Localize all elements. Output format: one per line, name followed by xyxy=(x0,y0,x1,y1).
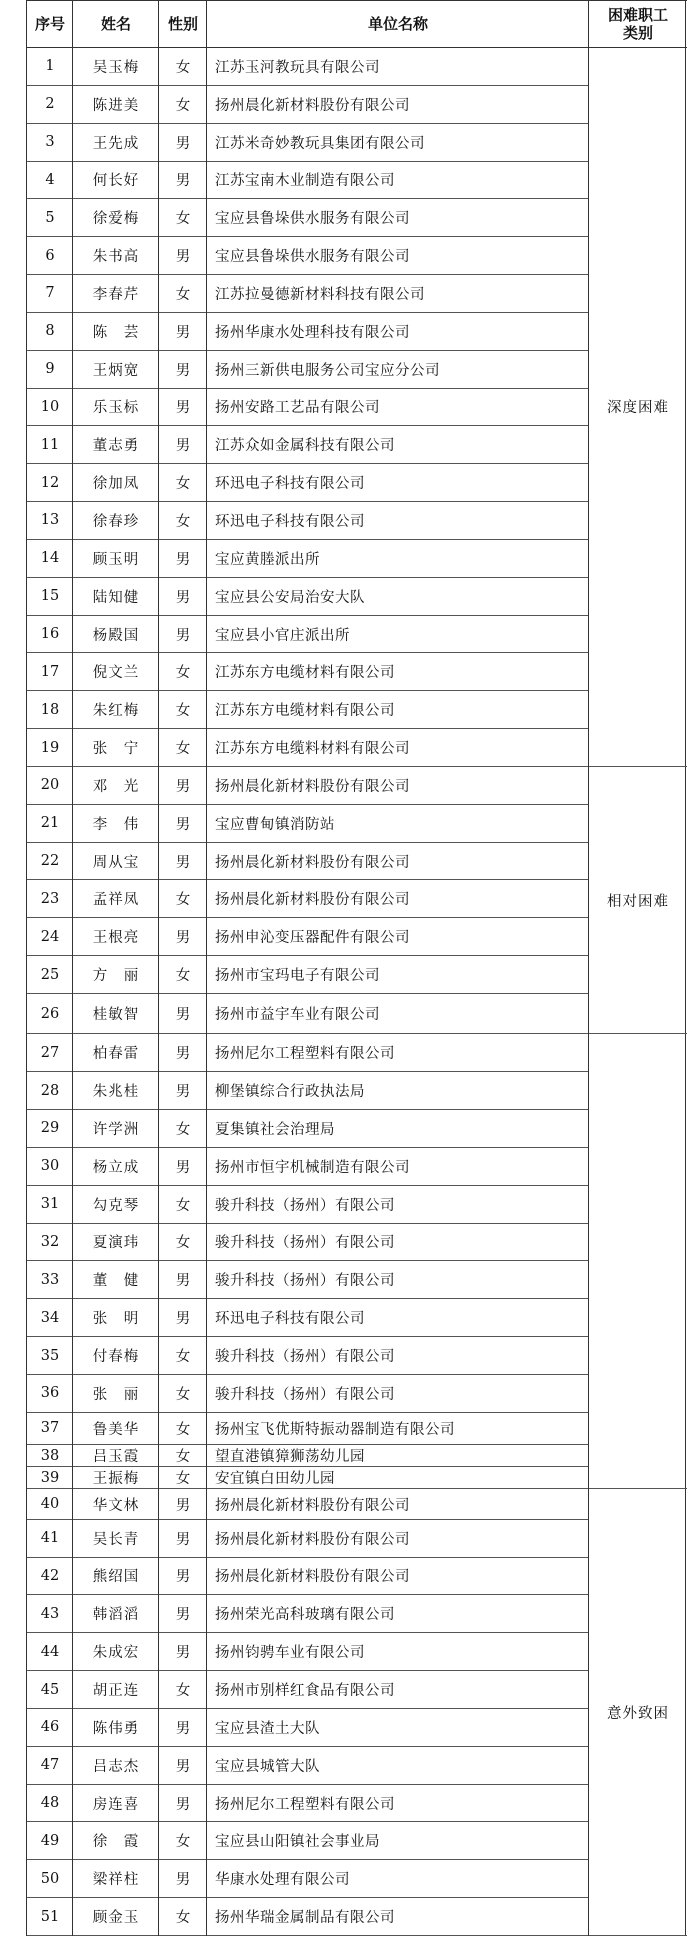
table-row xyxy=(27,1489,589,1519)
header-category xyxy=(589,0,687,48)
staff-name: 王先成 xyxy=(92,135,140,152)
staff-gender: 女 xyxy=(175,741,191,758)
staff-gender: 女 xyxy=(175,513,191,530)
staff-gender: 男 xyxy=(175,627,191,644)
unit-name: 宝应黄塍派出所 xyxy=(215,551,320,568)
row-number: 20 xyxy=(40,777,60,794)
staff-name: 陈伟勇 xyxy=(92,1720,140,1737)
row-number: 45 xyxy=(40,1681,60,1698)
unit-name: 柳堡镇综合行政执法局 xyxy=(215,1084,365,1101)
table-row xyxy=(27,1034,589,1072)
staff-name: 顾金玉 xyxy=(92,1910,140,1927)
staff-gender: 女 xyxy=(175,1471,191,1488)
staff-gender: 男 xyxy=(175,816,191,833)
unit-name: 宝应曹甸镇消防站 xyxy=(215,816,335,833)
category-cell: 相对困难 xyxy=(589,767,687,1034)
staff-gender: 男 xyxy=(175,778,191,795)
unit-name: 宝应县城管大队 xyxy=(215,1758,320,1775)
unit-name: 江苏米奇妙教玩具集团有限公司 xyxy=(215,135,425,152)
row-number: 12 xyxy=(40,474,60,491)
row-number: 39 xyxy=(40,1469,60,1486)
staff-name: 陈进美 xyxy=(92,97,140,114)
row-number: 4 xyxy=(45,171,55,188)
header-no-label: 序号 xyxy=(35,15,66,33)
row-number: 22 xyxy=(40,853,60,870)
staff-gender: 女 xyxy=(175,1683,191,1700)
staff-name: 陆知健 xyxy=(92,589,140,606)
staff-gender: 男 xyxy=(175,1159,191,1176)
row-number: 35 xyxy=(40,1347,60,1364)
unit-name: 江苏东方电缆材料有限公司 xyxy=(215,665,395,682)
table-row xyxy=(27,389,589,427)
unit-name: 江苏东方电缆材料有限公司 xyxy=(215,703,395,720)
row-number: 24 xyxy=(40,928,60,945)
staff-name: 张 丽 xyxy=(92,1386,140,1403)
row-number: 26 xyxy=(40,1005,60,1022)
staff-gender: 男 xyxy=(175,324,191,341)
row-number: 43 xyxy=(40,1605,60,1622)
staff-name: 梁祥柱 xyxy=(92,1872,140,1889)
table-row xyxy=(27,1110,589,1148)
unit-name: 江苏众如金属科技有限公司 xyxy=(215,438,395,455)
staff-gender: 女 xyxy=(175,97,191,114)
row-number: 25 xyxy=(40,966,60,983)
staff-gender: 女 xyxy=(175,892,191,909)
staff-name: 朱兆桂 xyxy=(92,1084,140,1101)
table-row xyxy=(27,237,589,275)
staff-gender: 男 xyxy=(175,854,191,871)
staff-gender: 女 xyxy=(175,1386,191,1403)
staff-name: 董志勇 xyxy=(92,438,140,455)
table-row xyxy=(27,578,589,616)
unit-name: 环迅电子科技有限公司 xyxy=(215,513,365,530)
row-number: 42 xyxy=(40,1567,60,1584)
staff-name: 房连喜 xyxy=(92,1796,140,1813)
table-row xyxy=(27,351,589,389)
unit-name: 宝应县公安局治安大队 xyxy=(215,589,365,606)
staff-gender: 女 xyxy=(175,1449,191,1466)
row-number: 16 xyxy=(40,626,60,643)
unit-name: 江苏东方电缆料材料有限公司 xyxy=(215,741,410,758)
staff-name: 朱成宏 xyxy=(92,1645,140,1662)
header-no xyxy=(27,0,73,48)
staff-name: 张 宁 xyxy=(92,741,140,758)
staff-gender: 男 xyxy=(175,1046,191,1063)
table-row xyxy=(27,1375,589,1413)
unit-name: 宝应县山阳镇社会事业局 xyxy=(215,1834,380,1851)
staff-name: 华文林 xyxy=(92,1497,140,1514)
staff-gender: 男 xyxy=(175,1497,191,1514)
table-row xyxy=(27,48,589,86)
row-number: 28 xyxy=(40,1082,60,1099)
staff-gender: 女 xyxy=(175,703,191,720)
unit-name: 骏升科技（扬州）有限公司 xyxy=(215,1386,395,1403)
staff-name: 吕志杰 xyxy=(92,1758,140,1775)
row-number: 5 xyxy=(45,209,55,226)
staff-gender: 女 xyxy=(175,211,191,228)
table-row xyxy=(27,1299,589,1337)
staff-name: 付春梅 xyxy=(92,1349,140,1365)
row-number: 14 xyxy=(40,550,60,567)
table-row xyxy=(27,1467,589,1489)
unit-name: 扬州三新供电服务公司宝应分公司 xyxy=(215,362,440,379)
table-row xyxy=(27,540,589,578)
staff-gender: 女 xyxy=(175,665,191,682)
row-number: 9 xyxy=(45,361,55,378)
unit-name: 扬州市恒宇机械制造有限公司 xyxy=(215,1159,410,1176)
staff-name: 吴长青 xyxy=(92,1531,140,1548)
staff-gender: 男 xyxy=(175,1084,191,1101)
unit-name: 江苏拉曼德新材料科技有限公司 xyxy=(215,286,425,303)
table-row xyxy=(27,691,589,729)
unit-name: 宝应县小官庄派出所 xyxy=(215,627,350,644)
row-number: 2 xyxy=(45,96,55,113)
staff-name: 孟祥凤 xyxy=(92,892,140,909)
staff-name: 陈 芸 xyxy=(92,324,140,341)
unit-name: 环迅电子科技有限公司 xyxy=(215,1311,365,1328)
header-unit: 单位名称 xyxy=(207,0,589,48)
table-row xyxy=(27,86,589,124)
row-number: 19 xyxy=(40,739,60,756)
staff-gender: 男 xyxy=(175,1645,191,1662)
staff-name: 倪文兰 xyxy=(92,665,140,682)
category-cell: 深度困难 xyxy=(589,48,687,767)
unit-name: 扬州华康水处理科技有限公司 xyxy=(215,324,410,341)
staff-name: 张 明 xyxy=(92,1311,140,1328)
table-row xyxy=(27,464,589,502)
unit-name: 安宜镇白田幼儿园 xyxy=(215,1471,335,1488)
category-cell xyxy=(589,1034,687,1489)
staff-name: 王振梅 xyxy=(92,1471,140,1488)
row-number: 29 xyxy=(40,1120,60,1137)
row-number: 23 xyxy=(40,890,60,907)
table-row xyxy=(27,502,589,540)
table-row xyxy=(27,1337,589,1375)
row-number: 1 xyxy=(45,58,55,75)
staff-gender: 男 xyxy=(175,400,191,417)
staff-gender: 男 xyxy=(175,1758,191,1775)
row-number: 33 xyxy=(40,1271,60,1288)
table-row xyxy=(27,1898,589,1936)
staff-name: 王炳宽 xyxy=(92,362,140,379)
staff-gender: 女 xyxy=(175,1349,191,1365)
staff-name: 勾克琴 xyxy=(92,1197,140,1214)
unit-name: 扬州钧骋车业有限公司 xyxy=(215,1645,365,1662)
row-number: 21 xyxy=(40,815,60,832)
table-row xyxy=(27,124,589,162)
table-row xyxy=(27,653,589,691)
staff-gender: 男 xyxy=(175,362,191,379)
row-number: 10 xyxy=(40,398,60,415)
unit-name: 扬州宝飞优斯特振动器制造有限公司 xyxy=(215,1421,455,1438)
table-row xyxy=(27,729,589,767)
staff-gender: 男 xyxy=(175,1311,191,1328)
table-row xyxy=(27,880,589,918)
unit-name: 扬州荣光高科玻璃有限公司 xyxy=(215,1607,395,1624)
staff-name: 邓 光 xyxy=(92,778,140,795)
row-number: 46 xyxy=(40,1719,60,1736)
row-number: 40 xyxy=(40,1496,60,1513)
unit-name: 扬州市宝玛电子有限公司 xyxy=(215,968,380,985)
staff-name: 朱书高 xyxy=(92,249,140,266)
unit-name: 夏集镇社会治理局 xyxy=(215,1121,335,1138)
table-row xyxy=(27,199,589,237)
unit-name: 宝应县鲁垛供水服务有限公司 xyxy=(215,249,410,266)
staff-name: 朱红梅 xyxy=(92,703,140,720)
row-number: 36 xyxy=(40,1385,60,1402)
staff-gender: 男 xyxy=(175,1531,191,1548)
column-divider xyxy=(588,0,589,1936)
staff-name: 徐春珍 xyxy=(92,513,140,530)
row-number: 47 xyxy=(40,1757,60,1774)
table-row xyxy=(27,313,589,351)
table-row xyxy=(27,843,589,881)
row-number: 34 xyxy=(40,1309,60,1326)
row-number: 13 xyxy=(40,512,60,529)
row-number: 3 xyxy=(45,134,55,151)
table-row xyxy=(27,1558,589,1596)
staff-gender: 女 xyxy=(175,1197,191,1214)
staff-name: 吕玉霞 xyxy=(92,1449,140,1466)
staff-name: 徐 霞 xyxy=(92,1834,140,1851)
staff-gender: 女 xyxy=(175,968,191,985)
header-category-label: 困难职工类别 xyxy=(607,6,668,42)
row-number: 41 xyxy=(40,1530,60,1547)
staff-name: 熊绍国 xyxy=(92,1569,140,1586)
staff-name: 柏春雷 xyxy=(92,1046,140,1063)
table-row xyxy=(27,1413,589,1445)
row-number: 30 xyxy=(40,1158,60,1175)
staff-gender: 男 xyxy=(175,1796,191,1813)
unit-name: 扬州尼尔工程塑料有限公司 xyxy=(215,1796,395,1813)
staff-name: 周从宝 xyxy=(92,854,140,871)
unit-name: 扬州晨化新材料股份有限公司 xyxy=(215,97,410,114)
table-row xyxy=(27,1072,589,1110)
unit-name: 扬州市益宇车业有限公司 xyxy=(215,1007,380,1024)
table-row xyxy=(27,1709,589,1747)
unit-name: 扬州申沁变压器配件有限公司 xyxy=(215,930,410,947)
table-row xyxy=(27,1186,589,1224)
row-number: 50 xyxy=(40,1870,60,1887)
table-row xyxy=(27,426,589,464)
unit-name: 扬州尼尔工程塑料有限公司 xyxy=(215,1046,395,1063)
unit-name: 环迅电子科技有限公司 xyxy=(215,476,365,493)
unit-name: 望直港镇獐狮荡幼儿园 xyxy=(215,1449,365,1466)
unit-name: 骏升科技（扬州）有限公司 xyxy=(215,1273,395,1290)
staff-gender: 男 xyxy=(175,1569,191,1586)
staff-gender: 女 xyxy=(175,1121,191,1138)
staff-name: 杨立成 xyxy=(92,1159,140,1176)
column-divider xyxy=(72,0,73,1936)
table-row xyxy=(27,805,589,843)
staff-gender: 女 xyxy=(175,1834,191,1851)
unit-name: 宝应县鲁垛供水服务有限公司 xyxy=(215,211,410,228)
unit-name: 骏升科技（扬州）有限公司 xyxy=(215,1349,395,1365)
staff-name: 韩滔滔 xyxy=(92,1607,140,1624)
staff-gender: 男 xyxy=(175,1720,191,1737)
staff-name: 李春芹 xyxy=(92,286,140,303)
column-divider xyxy=(206,0,207,1936)
staff-gender: 女 xyxy=(175,476,191,493)
staff-gender: 男 xyxy=(175,1273,191,1290)
row-number: 49 xyxy=(40,1832,60,1849)
staff-gender: 女 xyxy=(175,1235,191,1252)
unit-name: 扬州安路工艺品有限公司 xyxy=(215,400,380,417)
row-number: 8 xyxy=(45,323,55,340)
staff-name: 李 伟 xyxy=(92,816,140,833)
unit-name: 扬州市别样红食品有限公司 xyxy=(215,1683,395,1700)
table-row xyxy=(27,1785,589,1823)
staff-name: 董 健 xyxy=(92,1273,140,1290)
staff-name: 桂敏智 xyxy=(92,1007,140,1024)
row-number: 51 xyxy=(40,1908,60,1925)
unit-name: 扬州晨化新材料股份有限公司 xyxy=(215,778,410,795)
table-row xyxy=(27,1148,589,1186)
row-number: 31 xyxy=(40,1196,60,1213)
row-number: 7 xyxy=(45,285,55,302)
staff-gender: 男 xyxy=(175,135,191,152)
row-number: 11 xyxy=(40,436,60,453)
staff-gender: 女 xyxy=(175,1421,191,1438)
staff-gender: 男 xyxy=(175,589,191,606)
table-row xyxy=(27,956,589,994)
table-row xyxy=(27,994,589,1034)
unit-name: 扬州晨化新材料股份有限公司 xyxy=(215,854,410,871)
table-row xyxy=(27,1860,589,1898)
row-number: 32 xyxy=(40,1233,60,1250)
table-row xyxy=(27,1822,589,1860)
header-name: 姓名 xyxy=(73,0,159,48)
staff-gender: 男 xyxy=(175,930,191,947)
column-divider xyxy=(158,0,159,1936)
staff-gender: 女 xyxy=(175,59,191,76)
unit-name: 江苏玉河教玩具有限公司 xyxy=(215,59,380,76)
staff-name: 乐玉标 xyxy=(92,400,140,417)
staff-gender: 男 xyxy=(175,173,191,190)
row-number: 6 xyxy=(45,247,55,264)
table-row xyxy=(27,1224,589,1262)
unit-name: 宝应县渣土大队 xyxy=(215,1720,320,1737)
table-row xyxy=(27,1261,589,1299)
staff-name: 徐加凤 xyxy=(92,476,140,493)
row-number: 18 xyxy=(40,701,60,718)
table-row xyxy=(27,1520,589,1558)
staff-gender: 男 xyxy=(175,551,191,568)
unit-name: 华康水处理有限公司 xyxy=(215,1872,350,1889)
unit-name: 扬州华瑞金属制品有限公司 xyxy=(215,1910,395,1927)
row-number: 37 xyxy=(40,1420,60,1437)
category-cell: 意外致困 xyxy=(589,1489,687,1936)
unit-name: 骏升科技（扬州）有限公司 xyxy=(215,1235,395,1252)
row-number: 15 xyxy=(40,588,60,605)
row-number: 44 xyxy=(40,1643,60,1660)
staff-gender: 男 xyxy=(175,249,191,266)
staff-gender: 男 xyxy=(175,1007,191,1024)
staff-name: 胡正连 xyxy=(92,1683,140,1700)
table-row xyxy=(27,1671,589,1709)
staff-gender: 男 xyxy=(175,1872,191,1889)
table-row xyxy=(27,1445,589,1467)
row-number: 27 xyxy=(40,1044,60,1061)
staff-name: 许学洲 xyxy=(92,1121,140,1138)
staff-name: 杨殿国 xyxy=(92,627,140,644)
table-row xyxy=(27,767,589,805)
staff-table-document xyxy=(26,0,686,1936)
staff-name: 夏演玮 xyxy=(92,1235,140,1252)
table-row xyxy=(27,162,589,200)
staff-name: 方 丽 xyxy=(92,968,140,985)
table-row xyxy=(27,616,589,654)
staff-gender: 男 xyxy=(175,438,191,455)
staff-gender: 女 xyxy=(175,286,191,303)
unit-name: 扬州晨化新材料股份有限公司 xyxy=(215,892,410,909)
staff-gender: 男 xyxy=(175,1607,191,1624)
table-row xyxy=(27,275,589,313)
table-row xyxy=(27,918,589,956)
staff-name: 吴玉梅 xyxy=(92,59,140,76)
staff-name: 鲁美华 xyxy=(92,1421,140,1438)
table-row xyxy=(27,1595,589,1633)
staff-name: 徐爱梅 xyxy=(92,211,140,228)
difficult-staff-table xyxy=(26,0,686,1936)
table-row xyxy=(27,1747,589,1785)
header-gender: 性别 xyxy=(159,0,207,48)
unit-name: 扬州晨化新材料股份有限公司 xyxy=(215,1531,410,1548)
unit-name: 扬州晨化新材料股份有限公司 xyxy=(215,1497,410,1514)
staff-gender: 女 xyxy=(175,1910,191,1927)
staff-name: 顾玉明 xyxy=(92,551,140,568)
unit-name: 骏升科技（扬州）有限公司 xyxy=(215,1197,395,1214)
table-row xyxy=(27,1633,589,1671)
unit-name: 扬州晨化新材料股份有限公司 xyxy=(215,1569,410,1586)
row-number: 38 xyxy=(40,1447,60,1464)
staff-name: 何长好 xyxy=(92,173,140,190)
row-number: 48 xyxy=(40,1795,60,1812)
row-number: 17 xyxy=(40,663,60,680)
staff-name: 王根亮 xyxy=(92,930,140,947)
unit-name: 江苏宝南木业制造有限公司 xyxy=(215,173,395,190)
